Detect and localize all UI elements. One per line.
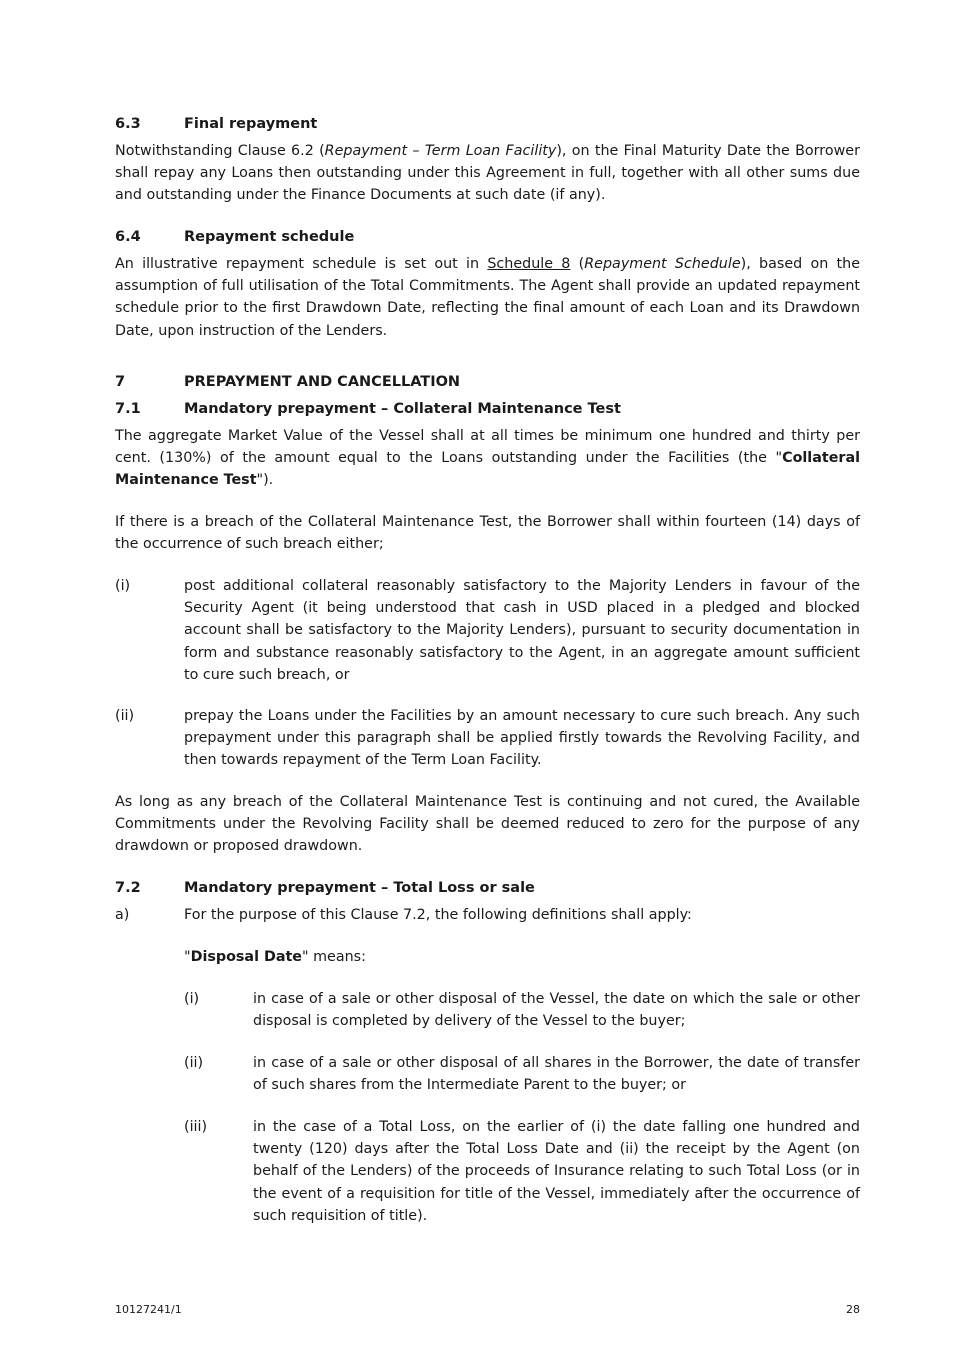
section-title: Final repayment: [184, 116, 318, 132]
list-marker: (i): [115, 578, 131, 594]
section-7-1-heading: [115, 399, 860, 419]
section-7-1-paragraph-3: As long as any breach of the Collateral Maintenance Test is continuing and not cured, the Available Commitments under the Revolving Facility shall be deemed reduced to zero for the purpose of any drawdown or proposed drawdown.: [115, 794, 860, 855]
document-reference: 10127241/1: [115, 1303, 182, 1316]
list-item-text: in case of a sale or other disposal of the Vessel, the date on which the sale or other disposal is completed by delivery of the Vessel to the buyer;: [253, 991, 860, 1030]
list-item-text: post additional collateral reasonably satisfactory to the Majority Lenders in favour of the Security Agent (it being understood that cash in USD placed in a pledged and blocked account shall be satisfactory to the Majority Lenders), pursuant to security documentation in form and substance reasonably satisfactory to the Agent, in an aggregate amount sufficient to cure such breach, or: [184, 578, 860, 683]
section-6-3-paragraph: Notwithstanding Clause 6.2 (Repayment – Term Loan Facility), on the Final Maturity Date the Borrower shall repay any Loans then outstanding under this Agreement in full, together with all other sums due and outstanding under the Finance Documents at such date (if any).: [115, 143, 860, 204]
list-item-text: For the purpose of this Clause 7.2, the following definitions shall apply:: [184, 907, 692, 923]
section-number: 7.1: [115, 401, 141, 417]
section-7-1-paragraph-2: If there is a breach of the Collateral Maintenance Test, the Borrower shall within fourteen (14) days of the occurrence of such breach either;: [115, 514, 860, 553]
section-title: Repayment schedule: [184, 229, 355, 245]
page-number: 28: [846, 1303, 860, 1316]
defined-term: Collateral Maintenance Test: [115, 450, 860, 489]
sub-item-iii: [184, 1116, 860, 1227]
list-item-a: [115, 904, 860, 926]
section-title: PREPAYMENT AND CANCELLATION: [184, 374, 461, 390]
section-6-4-heading: [115, 227, 860, 247]
clause-reference: Repayment – Term Loan Facility: [324, 143, 557, 159]
list-marker: (iii): [184, 1119, 208, 1135]
section-number: 6.3: [115, 116, 141, 132]
definition-text: "Disposal Date" means:: [184, 949, 366, 965]
list-item-text: in the case of a Total Loss, on the earlier of (i) the date falling one hundred and twenty (120) days after the Total Loss Date and (ii) the receipt by the Agent (on behalf of the Lenders) of the proceeds of Insurance relating to such Total Loss (or in the event of a requisition for title of the Vessel, immediately after the occurrence of such requisition of title).: [253, 1119, 860, 1224]
list-marker: a): [115, 907, 130, 923]
schedule-link[interactable]: Schedule 8: [487, 256, 571, 272]
section-7-1-paragraph-1: The aggregate Market Value of the Vessel shall at all times be minimum one hundred and thirty per cent. (130%) of the amount equal to the Loans outstanding under the Facilities (the "Collateral Maintenance Test").: [115, 428, 860, 489]
section-title: Mandatory prepayment – Collateral Maintenance Test: [184, 401, 621, 417]
list-marker: (ii): [115, 708, 135, 724]
list-marker: (ii): [184, 1055, 204, 1071]
section-number: 6.4: [115, 229, 141, 245]
sub-item-i: [184, 988, 860, 1032]
section-number: 7: [115, 374, 126, 390]
section-7-2-heading: [115, 878, 860, 898]
defined-term: Disposal Date: [190, 949, 302, 965]
list-item-i: [115, 575, 860, 686]
section-6-3-heading: [115, 114, 860, 134]
list-item-text: prepay the Loans under the Facilities by an amount necessary to cure such breach. Any such prepayment under this paragraph shall be applied firstly towards the Revolving Facility, and then towards repayment of the Term Loan Facility.: [184, 708, 860, 769]
list-item-ii: [115, 705, 860, 772]
list-item-text: in case of a sale or other disposal of all shares in the Borrower, the date of transfer of such shares from the Intermediate Parent to the buyer; or: [253, 1055, 860, 1094]
section-6-4-paragraph: An illustrative repayment schedule is set out in Schedule 8 (Repayment Schedule), based on the assumption of full utilisation of the Total Commitments. The Agent shall provide an updated repayment schedule prior to the first Drawdown Date, reflecting the final amount of each Loan and its Drawdown Date, upon instruction of the Lenders.: [115, 256, 860, 339]
schedule-title: Repayment Schedule: [584, 256, 741, 272]
definition-line: [115, 946, 860, 968]
sub-item-ii: [184, 1052, 860, 1096]
list-marker: (i): [184, 991, 200, 1007]
section-title: Mandatory prepayment – Total Loss or sale: [184, 880, 535, 896]
section-number: 7.2: [115, 880, 141, 896]
section-7-heading: [115, 372, 860, 392]
